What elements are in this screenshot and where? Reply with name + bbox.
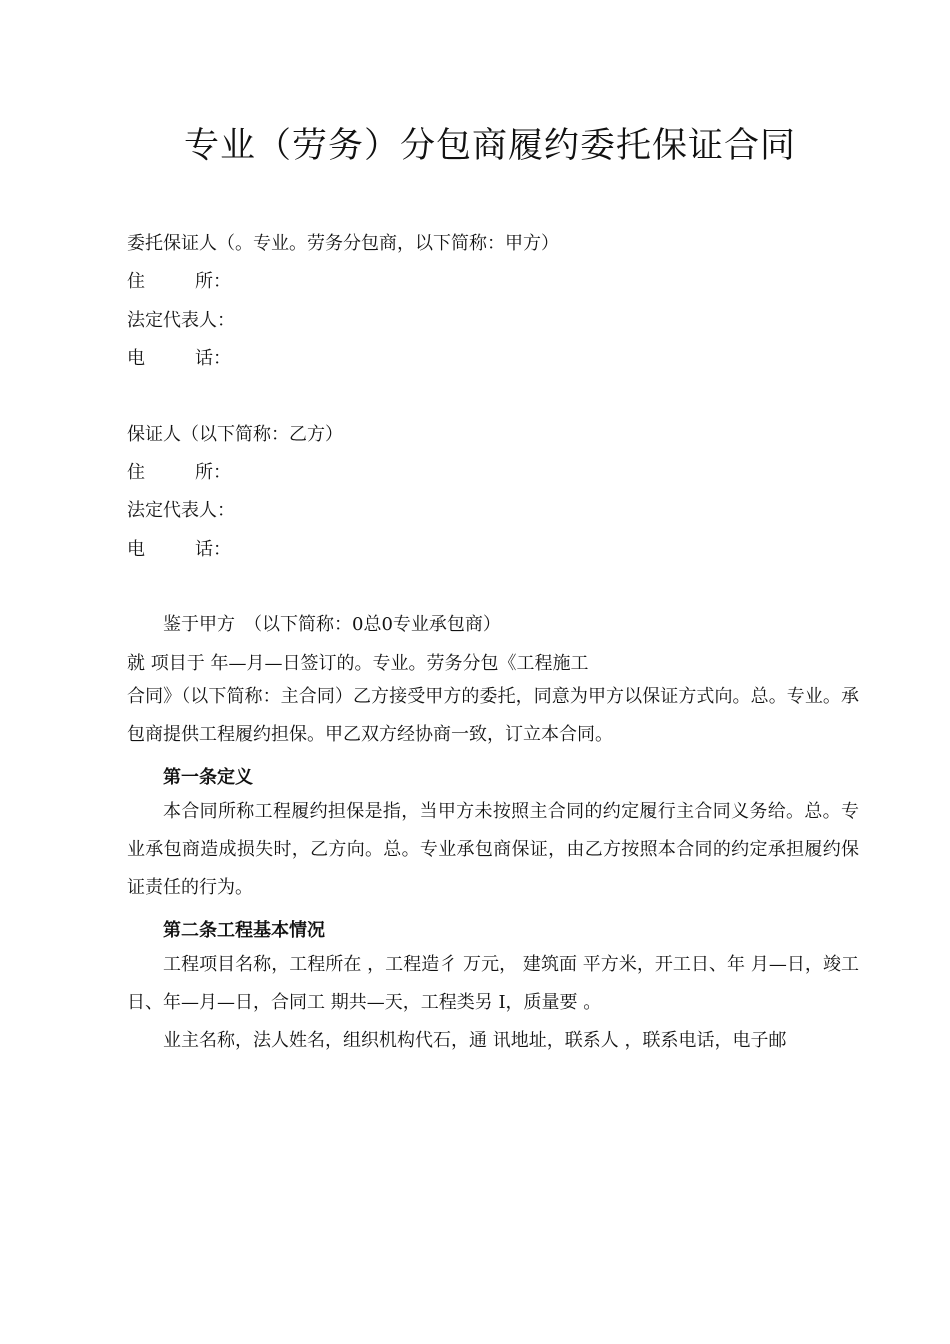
party-b-phone-char1: 电 bbox=[127, 539, 145, 560]
party-a-address-char2: 所： bbox=[195, 271, 231, 292]
party-b-phone-label bbox=[127, 535, 231, 561]
party-b-heading: 保证人（以下简称：乙方） bbox=[127, 424, 343, 445]
party-a-phone-char1: 电 bbox=[127, 348, 145, 369]
party-b-phone-char2: 话： bbox=[195, 539, 231, 560]
party-a-phone-label bbox=[127, 344, 231, 370]
party-b-address-char1: 住 bbox=[127, 462, 145, 483]
party-b-legal-rep-label: 法定代表人： bbox=[127, 500, 235, 521]
party-a-address-label bbox=[127, 267, 231, 293]
article-2-body: 工程项目名称，工程所在 ，工程造彳 万元， 建筑面 平方米，开工日、年 月—日，竣工日、年—月—日，合同工 期共—天，工程类另 I，质量要 。 bbox=[127, 954, 859, 1013]
article-1-body: 本合同所称工程履约担保是指，当甲方未按照主合同的约定履行主合同义务给。总。专业承包商造成损失时，乙方向。总。专业承包商保证，由乙方按照本合同的约定承担履约保证责任的行为。 bbox=[127, 801, 859, 898]
preamble-line-2: 就 项目于 年—月—日签订的。专业。劳务分包《工程施工 bbox=[127, 653, 589, 674]
party-a-address-char1: 住 bbox=[127, 271, 145, 292]
party-a-legal-rep-label: 法定代表人： bbox=[127, 310, 235, 331]
article-2-heading: 第二条工程基本情况 bbox=[163, 920, 325, 941]
party-b-address-char2: 所： bbox=[195, 462, 231, 483]
article-1-heading: 第一条定义 bbox=[163, 767, 253, 788]
party-a-phone-char2: 话： bbox=[195, 348, 231, 369]
document-title: 专业（劳务）分包商履约委托保证合同 bbox=[183, 126, 796, 166]
party-a-heading: 委托保证人（。专业。劳务分包商，以下简称：甲方） bbox=[127, 233, 559, 254]
party-b-address-label bbox=[127, 458, 231, 484]
article-2-body-2: 业主名称，法人姓名，组织机构代石，通 讯地址，联系人 ，联系电话，电子邮 bbox=[163, 1030, 787, 1051]
preamble-line-1: 鉴于甲方 （以下简称：0总0专业承包商） bbox=[163, 614, 501, 635]
preamble-paragraph: 合同》（以下简称：主合同）乙方接受甲方的委托，同意为甲方以保证方式向。总。专业。承包商提供工程履约担保。甲乙双方经协商一致，订立本合同。 bbox=[127, 686, 859, 745]
